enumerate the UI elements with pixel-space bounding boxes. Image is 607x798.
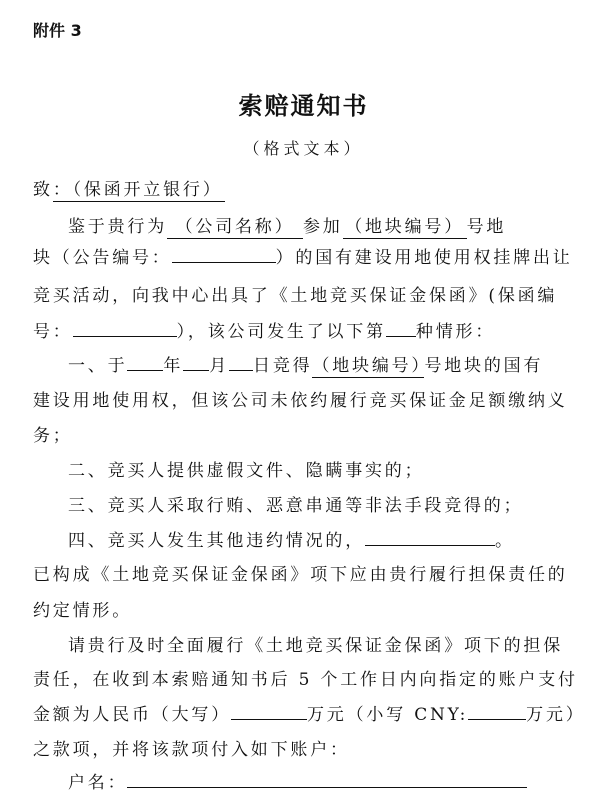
p1-text-a: 鉴于贵行为: [68, 217, 167, 237]
account-name-blank: [127, 769, 527, 788]
request-line-2: 责任，在收到本索赔通知书后 5 个工作日内向指定的账户支付: [33, 670, 578, 690]
announcement-number-blank: [172, 244, 276, 263]
account-name-line: [68, 768, 527, 793]
p1-text-b: 参加: [303, 217, 343, 237]
guarantee-number-blank: [73, 318, 177, 337]
addressee-prefix: 致: [33, 180, 53, 200]
p2-text-b: ）的国有建设用地使用权挂牌出让: [275, 248, 573, 268]
c1-month: 月: [209, 356, 230, 376]
addressee-line: [33, 175, 225, 202]
p4-text-c: 种情形：: [415, 322, 496, 342]
case-number-blank: [386, 318, 416, 337]
case-1-line-3: 务；: [33, 426, 73, 446]
statement-line-1: 已构成《土地竞买保证金保函》项下应由贵行履行担保责任的: [33, 565, 568, 585]
c4-text-b: 。: [495, 531, 515, 551]
r3-text-c: 万元）: [526, 705, 586, 725]
c1-text-b: 号地块的国有: [424, 356, 544, 376]
p2-text-a: 块（公告编号：: [33, 248, 172, 268]
amount-numeric-blank: [468, 701, 526, 720]
r3-text-b: 万元（小写 CNY:: [307, 705, 469, 725]
c1-parcel-field: （地块编号）: [312, 356, 432, 376]
body-line-4: [33, 317, 495, 342]
amount-capital-blank: [231, 701, 307, 720]
statement-line-2: 约定情形。: [33, 601, 132, 621]
r3-text-a: 金额为人民币（大写）: [33, 705, 231, 725]
case-1-line-1: [68, 351, 543, 378]
request-line-3: [33, 700, 586, 725]
document-title: 索赔通知书: [238, 91, 369, 120]
addressee-bank: ：（保函开立银行）: [53, 182, 225, 202]
company-name-field: （公司名称）: [167, 219, 303, 239]
day-blank: [229, 352, 253, 371]
year-blank: [127, 352, 163, 371]
month-blank: [183, 352, 209, 371]
c1-text-a: 一、于: [68, 356, 128, 376]
case-2-line: 二、竞买人提供虚假文件、隐瞒事实的；: [68, 461, 425, 481]
p4-text-a: 号：: [33, 322, 73, 342]
c1-day: 日竞得: [253, 356, 313, 376]
body-line-1: [68, 212, 506, 239]
body-line-2: [33, 243, 573, 268]
case-1-line-2: 建设用地使用权，但该公司未依约履行竞买保证金足额缴纳义: [33, 391, 568, 411]
document-subtitle: （格式文本）: [243, 139, 364, 158]
request-line-1: 请贵行及时全面履行《土地竞买保证金保函》项下的担保: [68, 636, 563, 656]
case-4-line: [68, 526, 515, 551]
account-name-label: 户名：: [68, 773, 128, 793]
case-3-line: 三、竞买人采取行贿、恶意串通等非法手段竞得的；: [68, 496, 524, 516]
p4-text-b: ），该公司发生了以下第: [176, 322, 386, 342]
attachment-label: 附件 3: [33, 21, 82, 40]
parcel-number-field: （地块编号）: [343, 219, 467, 239]
c4-text-a: 四、竞买人发生其他违约情况的，: [68, 531, 365, 551]
p1-text-c: 号地: [466, 217, 507, 237]
c1-year: 年: [163, 356, 184, 376]
other-breach-blank: [365, 527, 495, 546]
request-line-4: 之款项，并将该款项付入如下账户：: [33, 740, 350, 760]
body-line-3: 竞买活动，向我中心出具了《土地竞买保证金保函》(保函编: [33, 286, 558, 306]
